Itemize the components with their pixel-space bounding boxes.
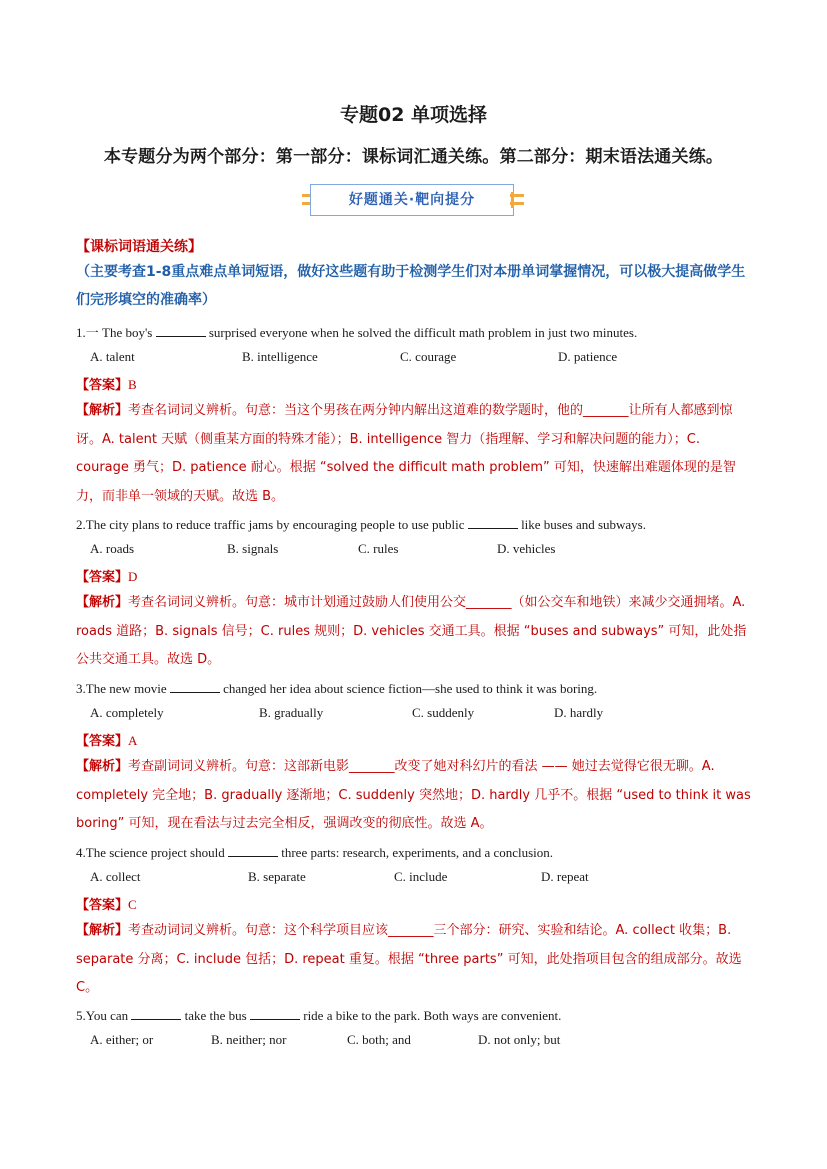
question-5-stem [76, 1007, 561, 1024]
question-stem-text: 4.The science project should [76, 845, 228, 860]
answer-value: A [128, 733, 138, 748]
option: B. separate [248, 869, 306, 884]
option: A. either; or [90, 1032, 154, 1047]
question-stem-text: 1.一 The boy's [76, 325, 156, 340]
question-3-analysis [76, 753, 756, 839]
page-title: 专题02 单项选择 [339, 104, 488, 126]
question-1-stem [76, 322, 637, 341]
option: B. signals [227, 541, 279, 556]
question-stem-text: three parts: research, experiments, and a conclusion. [277, 845, 554, 860]
option: C. rules [358, 541, 399, 556]
question-stem-text: 5.You can [76, 1008, 132, 1023]
option: D. vehicles [497, 541, 556, 556]
option: C. include [394, 869, 448, 884]
section-banner [300, 182, 526, 220]
option: B. intelligence [242, 349, 318, 364]
question-stem-text: changed her idea about science fiction—she used to think it was boring. [219, 681, 598, 696]
answer-blank [468, 516, 518, 529]
option: C. courage [400, 349, 457, 364]
question-3-stem [76, 680, 597, 697]
question-2-analysis [76, 589, 756, 675]
question-stem-text: like buses and subways. [517, 517, 646, 532]
question-stem-text: 2.The city plans to reduce traffic jams by encouraging people to use public [76, 517, 468, 532]
answer-tag: 【答案】 [76, 570, 129, 585]
answer-tag: 【答案】 [76, 734, 129, 749]
option: D. patience [558, 349, 618, 364]
question-3-answer [76, 730, 137, 749]
question-3-options [90, 705, 710, 723]
option: A. talent [90, 349, 135, 364]
question-2-answer [76, 566, 137, 585]
question-4-stem [76, 844, 553, 861]
analysis-tag: 【解析】 [76, 403, 129, 418]
analysis-text: 考查副词词义辨析。句意：这部新电影_______改变了她对科幻片的看法 —— 她过去觉得它很无聊。A. completely 完全地；B. gradually 逐渐地；C. suddenly 突然地；D. hardly 几乎不。根据 “used to think it was boring” 可知，现在看法与过去完全相反，强调改变的彻底性。故选 A。 [76, 759, 751, 831]
option: B. gradually [259, 705, 324, 720]
answer-blank [131, 1007, 181, 1020]
analysis-tag: 【解析】 [76, 759, 129, 774]
question-2-stem [76, 516, 646, 533]
analysis-text: 考查动词词义辨析。句意：这个科学项目应该_______三个部分：研究、实验和结论。A. collect 收集；B. separate 分离；C. include 包括；D. repeat 重复。根据 “three parts” 可知，此处指项目包含的组成部分。故选 C。 [76, 923, 742, 995]
analysis-text: 考查名词词义辨析。句意：城市计划通过鼓励人们使用公交_______（如公交车和地铁）来减少交通拥堵。A. roads 道路；B. signals 信号；C. rules 规则；D. vehicles 交通工具。根据 “buses and subways” 可知，此处指公共交通工具。故选 D。 [76, 595, 747, 667]
section-note: （主要考查1-8重点难点单词短语，做好这些题有助于检测学生们对本册单词掌握情况，可以极大提高做学生们完形填空的准确率） [76, 264, 746, 308]
question-1-analysis [76, 397, 756, 511]
option: C. both; and [347, 1032, 411, 1047]
analysis-tag: 【解析】 [76, 595, 129, 610]
analysis-text: 考查名词词义辨析。句意：当这个男孩在两分钟内解出这道难的数学题时，他的_______让所有人都感到惊讶。A. talent 天赋（侧重某方面的特殊才能）；B. intelligence 智力（指理解、学习和解决问题的能力）；C. courage 勇气；D. patience 耐心。根据 “solved the difficult math problem” 可知，快速解出难题体现的是智力，而非单一领域的天赋。故选 B。 [76, 403, 736, 504]
section-heading: 【课标词语通关练】 [76, 239, 202, 255]
question-1-answer [76, 374, 137, 393]
question-stem-text: ride a bike to the park. Both ways are convenient. [299, 1008, 562, 1023]
question-4-answer [76, 894, 137, 913]
answer-blank [250, 1007, 300, 1020]
option: C. suddenly [412, 705, 475, 720]
option: D. repeat [541, 869, 589, 884]
banner-text: 好题通关·靶向提分 [348, 192, 476, 208]
question-1-options [90, 349, 710, 367]
option: D. hardly [554, 705, 604, 720]
question-stem-text: take the bus [181, 1008, 250, 1023]
question-stem-text: surprised everyone when he solved the difficult math problem in just two minutes. [205, 325, 638, 340]
option: D. not only; but [478, 1032, 561, 1047]
page-subtitle: 本专题分为两个部分：第一部分：课标词汇通关练。第二部分：期末语法通关练。 [103, 147, 724, 167]
question-5-options [90, 1032, 710, 1050]
answer-blank [156, 324, 206, 337]
option: A. completely [90, 705, 164, 720]
answer-value: C [128, 897, 137, 912]
banner-right-ornament-icon [506, 190, 526, 210]
answer-value: D [128, 569, 138, 584]
question-4-analysis [76, 917, 756, 1003]
option: A. collect [90, 869, 141, 884]
answer-blank [170, 680, 220, 693]
answer-tag: 【答案】 [76, 898, 129, 913]
option: A. roads [90, 541, 135, 556]
option: B. neither; nor [211, 1032, 287, 1047]
question-2-options [90, 541, 710, 559]
question-stem-text: 3.The new movie [76, 681, 170, 696]
answer-tag: 【答案】 [76, 378, 129, 393]
analysis-tag: 【解析】 [76, 923, 129, 938]
answer-blank [228, 844, 278, 857]
question-4-options [90, 869, 710, 887]
answer-value: B [128, 377, 137, 392]
